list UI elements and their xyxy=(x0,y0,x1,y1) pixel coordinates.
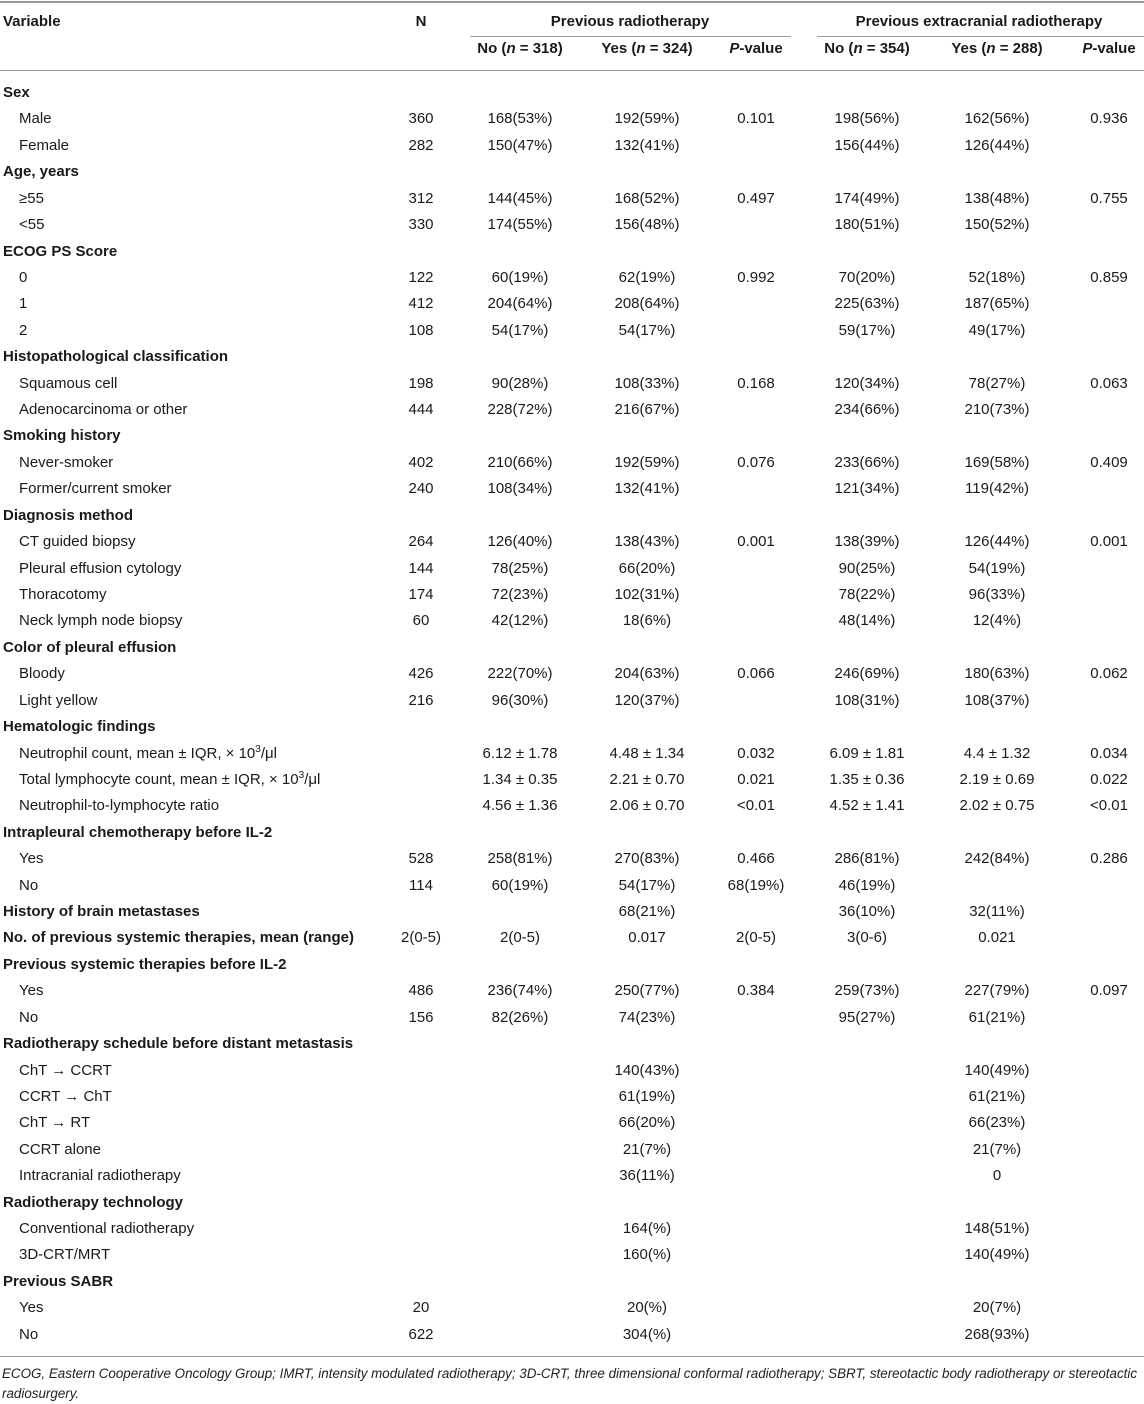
cell-c2: 20(%) xyxy=(626,1299,668,1316)
row-label xyxy=(19,1299,43,1317)
row-label-text: No xyxy=(19,877,39,894)
cell-c4: 90(25%) xyxy=(838,560,896,577)
group-label xyxy=(3,1194,183,1212)
cell-c3: 2(0-5) xyxy=(735,929,777,946)
cell-c5: 2.19 ± 0.69 xyxy=(959,771,1035,788)
row-label xyxy=(19,665,65,683)
cell-c4: 1.35 ± 0.36 xyxy=(829,771,905,788)
row-label-text: 2 xyxy=(19,322,28,339)
cell-c1: 6.12 ± 1.78 xyxy=(482,745,558,762)
cell-c2: 120(37%) xyxy=(614,692,680,709)
cell-n: 122 xyxy=(408,269,434,286)
cell-c5: 54(19%) xyxy=(968,560,1026,577)
row-label xyxy=(19,322,27,340)
cell-c3: 0.466 xyxy=(737,850,775,867)
cell-c3: <0.01 xyxy=(737,797,775,814)
cell-c5: 0.021 xyxy=(978,929,1016,946)
row-label-text: ChT → RT xyxy=(19,1114,91,1131)
row-label xyxy=(19,850,43,868)
cell-c6: 0.936 xyxy=(1090,110,1128,127)
cell-c2: 74(23%) xyxy=(618,1009,676,1026)
row-label-text: 0 xyxy=(19,269,28,286)
cell-c4: 234(66%) xyxy=(834,401,900,418)
cell-c1: 174(55%) xyxy=(487,216,553,233)
cell-c1: 2(0-5) xyxy=(499,929,541,946)
cell-c3: 0.032 xyxy=(737,745,775,762)
cell-c5: 0 xyxy=(992,1167,1002,1184)
cell-c2: 62(19%) xyxy=(618,269,676,286)
cell-c4: 225(63%) xyxy=(834,295,900,312)
cell-c3: 0.101 xyxy=(737,110,775,127)
cell-c4: 246(69%) xyxy=(834,665,900,682)
cell-c6: 0.034 xyxy=(1090,745,1128,762)
row-label-text: Thoracotomy xyxy=(19,586,107,603)
row-label xyxy=(19,877,38,895)
cell-c6: 0.063 xyxy=(1090,375,1128,392)
header-g2-no: No (n = 354) xyxy=(824,40,910,57)
cell-c1: 222(70%) xyxy=(487,665,553,682)
cell-c4: 286(81%) xyxy=(834,850,900,867)
cell-c4: 95(27%) xyxy=(838,1009,896,1026)
row-label-text: Total lymphocyte count, mean ± IQR, × 10 xyxy=(19,771,299,788)
row-label xyxy=(19,745,277,763)
cell-c5: 138(48%) xyxy=(964,190,1030,207)
row-label-text: Neutrophil count, mean ± IQR, × 10 xyxy=(19,745,256,762)
cell-c5: 126(44%) xyxy=(964,137,1030,154)
cell-c3: 0.076 xyxy=(737,454,775,471)
row-label-text: Radiotherapy technology xyxy=(3,1194,184,1211)
cell-c2: 0.017 xyxy=(628,929,666,946)
cell-c2: 216(67%) xyxy=(614,401,680,418)
cell-c3: 0.384 xyxy=(737,982,775,999)
row-label-text: Sex xyxy=(3,84,30,101)
cell-c5: 140(49%) xyxy=(964,1246,1030,1263)
cell-c5: 108(37%) xyxy=(964,692,1030,709)
row-label-text: No. of previous systemic therapies, mean (range) xyxy=(3,929,354,946)
cell-c2: 270(83%) xyxy=(614,850,680,867)
cell-n: 486 xyxy=(408,982,434,999)
cell-n: 282 xyxy=(408,137,434,154)
row-label xyxy=(19,454,113,472)
cell-n: 528 xyxy=(408,850,434,867)
cell-c5: 180(63%) xyxy=(964,665,1030,682)
cell-c6: 0.859 xyxy=(1090,269,1128,286)
cell-c2: 68(21%) xyxy=(618,903,676,920)
row-label xyxy=(19,1220,194,1238)
cell-n: 156 xyxy=(408,1009,434,1026)
cell-c1: 78(25%) xyxy=(491,560,549,577)
cell-c3: 0.021 xyxy=(737,771,775,788)
row-label xyxy=(19,1009,38,1027)
cell-n: 402 xyxy=(408,454,434,471)
group-label xyxy=(3,718,156,736)
row-label-text: CCRT alone xyxy=(19,1141,101,1158)
row-label-text: Light yellow xyxy=(19,692,98,709)
cell-c6: 0.286 xyxy=(1090,850,1128,867)
cell-c5: 20(7%) xyxy=(972,1299,1022,1316)
cell-n: 412 xyxy=(408,295,434,312)
cell-n: 20 xyxy=(412,1299,430,1316)
cell-c1: 82(26%) xyxy=(491,1009,549,1026)
cell-c2: 54(17%) xyxy=(618,322,676,339)
cell-n: 144 xyxy=(408,560,434,577)
header-subrule-group1 xyxy=(470,36,791,37)
cell-c2: 138(43%) xyxy=(614,533,680,550)
cell-c6: 0.409 xyxy=(1090,454,1128,471)
row-label-text: Previous SABR xyxy=(3,1273,114,1290)
cell-n: 174 xyxy=(408,586,434,603)
row-label xyxy=(19,295,27,313)
header-g2-yes: Yes (n = 288) xyxy=(951,40,1043,57)
cell-c3: 0.168 xyxy=(737,375,775,392)
row-label-text: No xyxy=(19,1009,39,1026)
cell-c2: 36(11%) xyxy=(619,1167,675,1184)
row-label xyxy=(19,797,219,815)
cell-c2: 102(31%) xyxy=(614,586,680,603)
row-label-text: Radiotherapy schedule before distant metastasis xyxy=(3,1035,354,1052)
cell-c1: 96(30%) xyxy=(491,692,549,709)
cell-c5: 268(93%) xyxy=(964,1326,1030,1343)
row-label-text: Neck lymph node biopsy xyxy=(19,612,183,629)
row-label-text: Diagnosis method xyxy=(3,507,134,524)
cell-c5: 187(65%) xyxy=(964,295,1030,312)
cell-c4: 59(17%) xyxy=(838,322,896,339)
cell-c5: 162(56%) xyxy=(964,110,1030,127)
cell-c1: 60(19%) xyxy=(491,877,549,894)
row-label-text: 1 xyxy=(19,295,28,312)
group-label xyxy=(3,163,79,181)
row-label-text: Male xyxy=(19,110,52,127)
row-label xyxy=(19,586,107,604)
cell-c5: 78(27%) xyxy=(968,375,1026,392)
cell-n: 216 xyxy=(408,692,434,709)
cell-c6: 0.062 xyxy=(1090,665,1128,682)
row-label-superscript: 3 xyxy=(255,744,261,755)
cell-c1: 1.34 ± 0.35 xyxy=(482,771,558,788)
cell-c5: 4.4 ± 1.32 xyxy=(963,745,1031,762)
cell-c2: 54(17%) xyxy=(618,877,676,894)
cell-n: 360 xyxy=(408,110,434,127)
cell-c1: 168(53%) xyxy=(487,110,553,127)
cell-c4: 3(0-6) xyxy=(846,929,888,946)
cell-c4: 120(34%) xyxy=(834,375,900,392)
cell-n: 60 xyxy=(412,612,430,629)
cell-c2: 18(6%) xyxy=(622,612,672,629)
cell-c4: 174(49%) xyxy=(834,190,900,207)
row-label-text: <55 xyxy=(19,216,45,233)
cell-c2: 21(7%) xyxy=(622,1141,672,1158)
cell-c2: 164(%) xyxy=(622,1220,672,1237)
cell-c5: 227(79%) xyxy=(964,982,1030,999)
row-label xyxy=(19,1326,38,1344)
row-label-text: Histopathological classification xyxy=(3,348,229,365)
row-label xyxy=(19,401,187,419)
row-label xyxy=(19,216,44,234)
cell-c1: 236(74%) xyxy=(487,982,553,999)
cell-c4: 180(51%) xyxy=(834,216,900,233)
row-label-text: Yes xyxy=(19,982,44,999)
table-bottom-rule xyxy=(0,1356,1144,1357)
cell-c2: 192(59%) xyxy=(614,110,680,127)
group-label xyxy=(3,427,121,445)
row-label xyxy=(19,375,117,393)
row-label-text: Yes xyxy=(19,850,44,867)
cell-c3: 68(19%) xyxy=(727,877,785,894)
cell-n: 330 xyxy=(408,216,434,233)
row-label-text: Intracranial radiotherapy xyxy=(19,1167,181,1184)
cell-c5: 126(44%) xyxy=(964,533,1030,550)
group-label xyxy=(3,84,30,102)
cell-c1: 258(81%) xyxy=(487,850,553,867)
group-label xyxy=(3,929,354,947)
header-g1-pvalue: P-value xyxy=(729,40,783,57)
group-label xyxy=(3,1273,113,1291)
cell-c2: 132(41%) xyxy=(614,137,680,154)
cell-c2: 66(20%) xyxy=(618,1114,676,1131)
cell-c2: 61(19%) xyxy=(618,1088,676,1105)
cell-c5: 148(51%) xyxy=(964,1220,1030,1237)
table-header-rule xyxy=(0,70,1144,71)
cell-c1: 54(17%) xyxy=(491,322,549,339)
row-label-text: Bloody xyxy=(19,665,65,682)
table-footnote: ECOG, Eastern Cooperative Oncology Group; IMRT, intensity modulated radiotherapy; 3D-CRT, three dimensional conformal radiotherapy; SBRT, stereotactic body radiotherapy or stereotactic radiosurgery. xyxy=(2,1366,1138,1401)
cell-n: 426 xyxy=(408,665,434,682)
row-label-text: Squamous cell xyxy=(19,375,118,392)
cell-c4: 121(34%) xyxy=(834,480,900,497)
cell-n: 264 xyxy=(408,533,434,550)
header-group-previous-extracranial-radiotherapy: Previous extracranial radiotherapy xyxy=(855,13,1103,30)
row-label xyxy=(19,982,43,1000)
cell-c4: 138(39%) xyxy=(834,533,900,550)
row-label-unit: /μl xyxy=(304,771,321,788)
row-label-text: Conventional radiotherapy xyxy=(19,1220,195,1237)
cell-c1: 4.56 ± 1.36 xyxy=(482,797,558,814)
cell-c5: 52(18%) xyxy=(968,269,1026,286)
cell-c3: 0.497 xyxy=(737,190,775,207)
cell-c2: 66(20%) xyxy=(618,560,676,577)
table-top-rule xyxy=(0,1,1144,3)
cell-c2: 250(77%) xyxy=(614,982,680,999)
cell-c2: 160(%) xyxy=(622,1246,672,1263)
cell-c4: 78(22%) xyxy=(838,586,896,603)
cell-c2: 2.21 ± 0.70 xyxy=(609,771,685,788)
row-label-text: Previous systemic therapies before IL-2 xyxy=(3,956,287,973)
row-label-text: Never-smoker xyxy=(19,454,114,471)
cell-c2: 108(33%) xyxy=(614,375,680,392)
row-label xyxy=(19,1167,181,1185)
row-label xyxy=(19,137,69,155)
cell-c4: 156(44%) xyxy=(834,137,900,154)
row-label xyxy=(19,269,27,287)
cell-c6: 0.001 xyxy=(1090,533,1128,550)
cell-c4: 46(19%) xyxy=(838,877,896,894)
row-label-text: Age, years xyxy=(3,163,79,180)
cell-c2: 132(41%) xyxy=(614,480,680,497)
row-label-text: Intrapleural chemotherapy before IL-2 xyxy=(3,824,273,841)
cell-n: 444 xyxy=(408,401,434,418)
cell-c4: 70(20%) xyxy=(838,269,896,286)
cell-c5: 21(7%) xyxy=(972,1141,1022,1158)
cell-n: 312 xyxy=(408,190,434,207)
row-label xyxy=(19,1062,112,1080)
row-label-text: History of brain metastases xyxy=(3,903,200,920)
cell-c2: 140(43%) xyxy=(614,1062,680,1079)
row-label xyxy=(19,560,181,578)
header-variable: Variable xyxy=(3,13,61,30)
group-label xyxy=(3,243,117,261)
row-label-text: Smoking history xyxy=(3,427,121,444)
row-label xyxy=(19,1246,110,1264)
cell-c1: 204(64%) xyxy=(487,295,553,312)
cell-c4: 36(10%) xyxy=(838,903,896,920)
cell-n: 114 xyxy=(409,877,433,894)
cell-c5: 119(42%) xyxy=(965,480,1029,497)
cell-c4: 233(66%) xyxy=(834,454,900,471)
cell-c4: 198(56%) xyxy=(834,110,900,127)
group-label xyxy=(3,903,200,921)
cell-c1: 42(12%) xyxy=(491,612,549,629)
row-label-unit: /μl xyxy=(260,745,277,762)
cell-n: 2(0-5) xyxy=(400,929,442,946)
row-label-text: Pleural effusion cytology xyxy=(19,560,182,577)
cell-c6: 0.022 xyxy=(1090,771,1128,788)
cell-c3: 0.066 xyxy=(737,665,775,682)
row-label xyxy=(19,1141,101,1159)
cell-c1: 108(34%) xyxy=(487,480,553,497)
row-label xyxy=(19,1114,90,1132)
row-label-text: Color of pleural effusion xyxy=(3,639,177,656)
cell-c2: 168(52%) xyxy=(614,190,680,207)
cell-c2: 304(%) xyxy=(622,1326,672,1343)
row-label-text: Adenocarcinoma or other xyxy=(19,401,188,418)
cell-c1: 60(19%) xyxy=(491,269,549,286)
cell-c2: 208(64%) xyxy=(614,295,680,312)
cell-c1: 228(72%) xyxy=(487,401,553,418)
cell-n: 622 xyxy=(408,1326,434,1343)
header-g2-pvalue: P-value xyxy=(1082,40,1136,57)
row-label-superscript: 3 xyxy=(298,770,305,781)
row-label xyxy=(19,612,182,630)
row-label-text: CT guided biopsy xyxy=(19,533,136,550)
cell-c2: 192(59%) xyxy=(614,454,680,471)
row-label xyxy=(19,771,320,789)
header-subrule-group2 xyxy=(817,36,1144,37)
cell-c5: 210(73%) xyxy=(964,401,1030,418)
cell-c5: 169(58%) xyxy=(964,454,1030,471)
cell-c6: 0.755 xyxy=(1090,190,1128,207)
row-label-text: No xyxy=(19,1326,39,1343)
group-label xyxy=(3,639,176,657)
cell-c4: 108(31%) xyxy=(834,692,900,709)
header-g1-yes: Yes (n = 324) xyxy=(601,40,693,57)
cell-c1: 150(47%) xyxy=(487,137,553,154)
cell-c3: 0.992 xyxy=(737,269,775,286)
cell-c1: 126(40%) xyxy=(487,533,553,550)
row-label xyxy=(19,110,52,128)
cell-c1: 210(66%) xyxy=(487,454,553,471)
cell-c1: 144(45%) xyxy=(487,190,553,207)
row-label-text: Female xyxy=(19,137,70,154)
row-label-text: Neutrophil-to-lymphocyte ratio xyxy=(19,797,220,814)
header-group-previous-radiotherapy: Previous radiotherapy xyxy=(550,13,710,30)
header-g1-no: No (n = 318) xyxy=(477,40,563,57)
row-label-text: CCRT → ChT xyxy=(19,1088,112,1105)
cell-c6: 0.097 xyxy=(1090,982,1128,999)
cell-c2: 2.06 ± 0.70 xyxy=(609,797,685,814)
cell-c5: 49(17%) xyxy=(968,322,1026,339)
cell-n: 108 xyxy=(408,322,434,339)
row-label xyxy=(19,692,97,710)
row-label xyxy=(19,1088,112,1106)
row-label-text: 3D-CRT/MRT xyxy=(19,1246,111,1263)
group-label xyxy=(3,507,133,525)
row-label xyxy=(19,480,172,498)
group-label xyxy=(3,824,272,842)
cell-c2: 156(48%) xyxy=(614,216,680,233)
cell-c5: 150(52%) xyxy=(964,216,1030,233)
cell-c5: 61(21%) xyxy=(968,1009,1026,1026)
cell-c5: 32(11%) xyxy=(969,903,1025,920)
cell-c1: 90(28%) xyxy=(491,375,549,392)
cell-c4: 48(14%) xyxy=(838,612,896,629)
row-label-text: Yes xyxy=(19,1299,44,1316)
row-label-text: Hematologic findings xyxy=(3,718,156,735)
group-label xyxy=(3,348,228,366)
row-label-text: ChT → CCRT xyxy=(19,1062,112,1079)
cell-c5: 66(23%) xyxy=(968,1114,1026,1131)
cell-c4: 4.52 ± 1.41 xyxy=(829,797,905,814)
cell-c2: 4.48 ± 1.34 xyxy=(609,745,685,762)
cell-c6: <0.01 xyxy=(1090,797,1128,814)
header-n: N xyxy=(415,13,427,30)
cell-c5: 140(49%) xyxy=(964,1062,1030,1079)
row-label-text: Former/current smoker xyxy=(19,480,172,497)
cell-c4: 6.09 ± 1.81 xyxy=(829,745,905,762)
cell-c4: 259(73%) xyxy=(834,982,900,999)
group-label xyxy=(3,1035,353,1053)
cell-c5: 96(33%) xyxy=(968,586,1026,603)
cell-n: 240 xyxy=(408,480,434,497)
row-label xyxy=(19,533,135,551)
row-label xyxy=(19,190,44,208)
cell-c5: 2.02 ± 0.75 xyxy=(959,797,1035,814)
cell-c1: 72(23%) xyxy=(491,586,549,603)
row-label-text: ≥55 xyxy=(19,190,44,207)
cell-c3: 0.001 xyxy=(737,533,775,550)
cell-c2: 204(63%) xyxy=(614,665,680,682)
cell-n: 198 xyxy=(408,375,434,392)
cell-c5: 242(84%) xyxy=(964,850,1030,867)
cell-c5: 61(21%) xyxy=(968,1088,1026,1105)
cell-c5: 12(4%) xyxy=(972,612,1022,629)
row-label-text: ECOG PS Score xyxy=(3,243,118,260)
group-label xyxy=(3,956,286,974)
